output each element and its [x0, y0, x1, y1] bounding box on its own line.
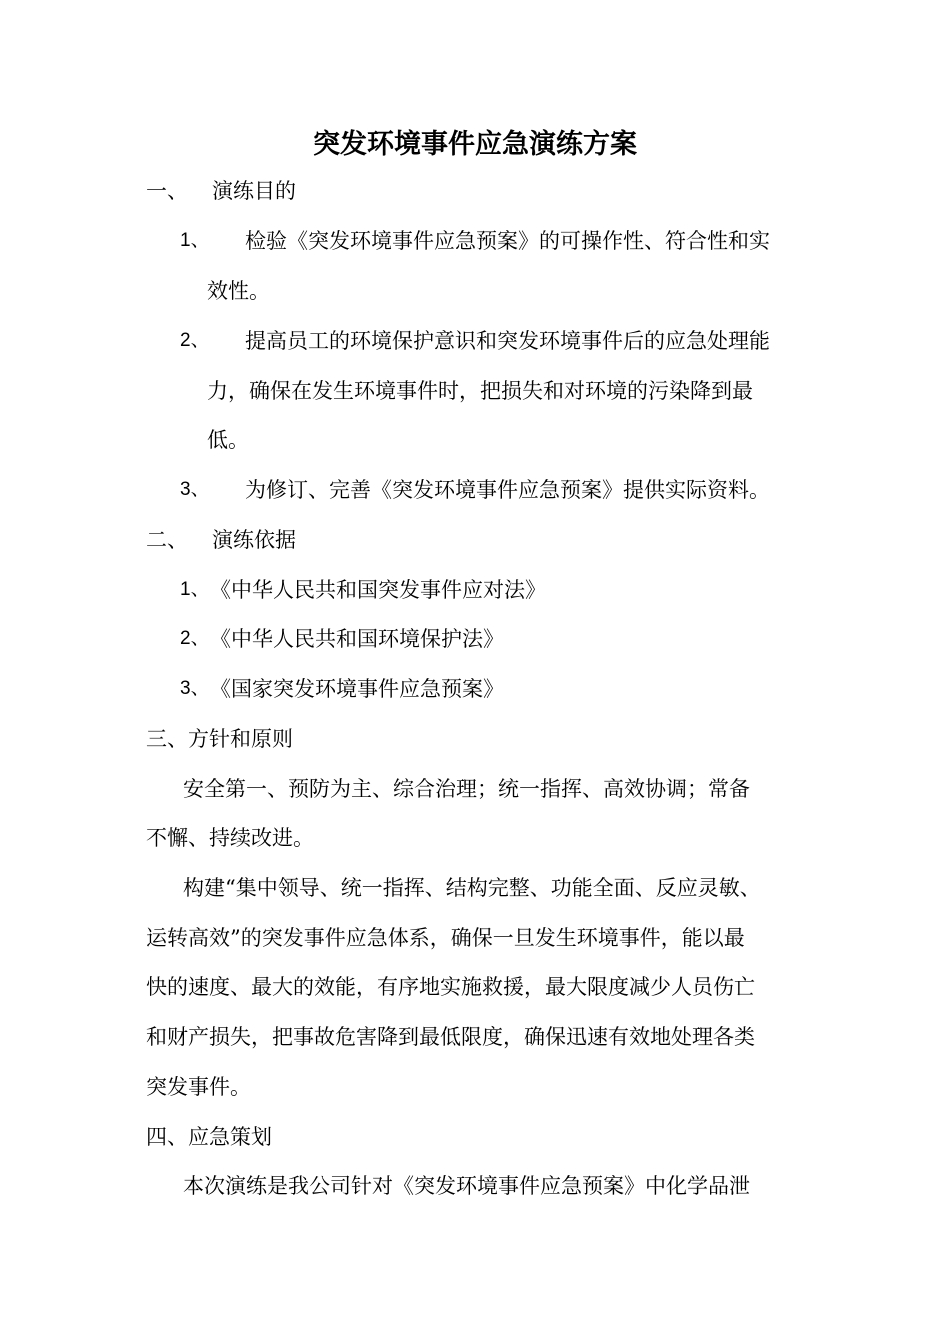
s3-para-2-line-3: 快的速度、最大的效能，有序地实施救援，最大限度减少人员伤亡	[146, 975, 755, 999]
s3-para-2-line-5: 突发事件。	[146, 1075, 251, 1099]
s2-item-1-number: 1、	[180, 579, 210, 600]
s3-para-1-line-1: 安全第一、预防为主、综合治理；统一指挥、高效协调；常备	[183, 777, 750, 801]
section-1-marker: 一、	[146, 179, 188, 203]
document-title: 突发环境事件应急演练方案	[313, 129, 637, 160]
s2-item-3-number: 3、	[180, 678, 210, 699]
s2-item-2-text: 《中华人民共和国环境保护法》	[210, 627, 504, 651]
s1-item-1-number: 1、	[180, 230, 210, 251]
s1-item-3-number: 3、	[180, 479, 210, 500]
s2-item-2-number: 2、	[180, 628, 210, 649]
s4-para-1-line-1: 本次演练是我公司针对《突发环境事件应急预案》中化学品泄	[183, 1174, 750, 1198]
s3-para-1-line-2: 不懈、持续改进。	[146, 826, 314, 850]
s2-item-1-text: 《中华人民共和国突发事件应对法》	[210, 578, 546, 602]
section-3-heading: 三、方针和原则	[146, 727, 293, 751]
s1-item-1-line-1: 检验《突发环境事件应急预案》的可操作性、符合性和实	[245, 229, 770, 253]
s3-para-2-line-2: 运转高效”的突发事件应急体系，确保一旦发生环境事件，能以最	[146, 926, 745, 950]
s1-item-3-line-1: 为修订、完善《突发环境事件应急预案》提供实际资料。	[245, 478, 770, 502]
s3-para-2-line-1: 构建“集中领导、统一指挥、结构完整、功能全面、反应灵敏、	[183, 876, 761, 900]
s1-item-2-line-3: 低。	[207, 428, 249, 452]
s1-item-2-line-2: 力，确保在发生环境事件时，把损失和对环境的污染降到最	[207, 379, 753, 403]
s1-item-1-line-2: 效性。	[207, 279, 270, 303]
s1-item-2-number: 2、	[180, 330, 210, 351]
s2-item-3-text: 《国家突发环境事件应急预案》	[210, 677, 504, 701]
section-1-heading: 演练目的	[212, 179, 296, 203]
s3-para-2-line-4: 和财产损失，把事故危害降到最低限度，确保迅速有效地处理各类	[146, 1025, 755, 1049]
section-4-heading: 四、应急策划	[146, 1125, 272, 1149]
section-2-marker: 二、	[146, 528, 188, 552]
s1-item-2-line-1: 提高员工的环境保护意识和突发环境事件后的应急处理能	[245, 329, 770, 353]
section-2-heading: 演练依据	[212, 528, 296, 552]
